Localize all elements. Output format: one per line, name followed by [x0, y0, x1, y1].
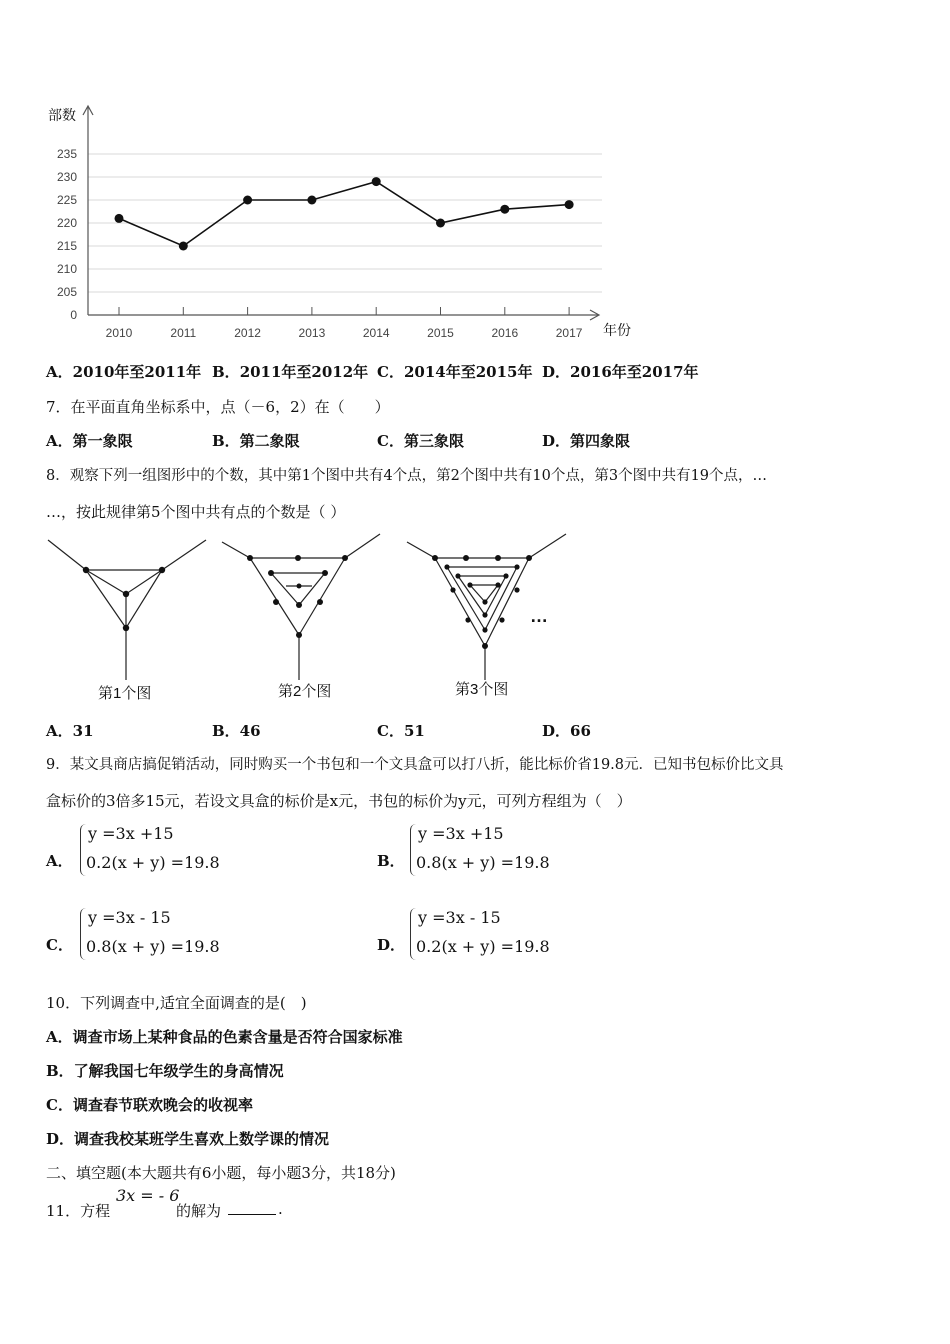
chart-axes: [83, 106, 599, 320]
q6-option-c-label: C．: [377, 363, 404, 381]
y-axis-label: 部数: [48, 107, 76, 123]
q6-option-c[interactable]: [377, 361, 532, 382]
x-tick-labels: [106, 307, 583, 340]
data-point-2012: [243, 196, 252, 205]
q7-stem: 7．在平面直角坐标系中，点（－6，2）在（ ）: [46, 398, 390, 416]
y-tick-label: 205: [56, 285, 77, 299]
q8-figure-1: [48, 540, 206, 680]
y-tick-label: 220: [56, 216, 77, 230]
y-tick-label: 225: [56, 193, 77, 207]
x-tick-label: 2017: [555, 326, 583, 340]
q8-figure-2-dots: [247, 555, 348, 638]
x-tick-label: 2015: [427, 326, 454, 340]
q8-option-a[interactable]: A．31: [46, 722, 94, 740]
y-tick-label: 215: [56, 239, 77, 253]
q10-option-c[interactable]: C．调查春节联欢晚会的收视率: [46, 1096, 253, 1114]
q9-option-b-eq1: y =3x +15: [418, 824, 504, 843]
q6-option-a-label: A．: [46, 363, 73, 381]
q11-end: .: [278, 1200, 283, 1218]
q11-suffix: 的解为: [176, 1202, 222, 1220]
q8-figure-1-label: 第1个图: [98, 685, 152, 702]
q6-option-d-label: D．: [542, 363, 571, 381]
q9-option-a-eq1: y =3x +15: [88, 824, 174, 843]
q8-figure-2-label: 第2个图: [278, 683, 332, 700]
q10-option-d[interactable]: D．调查我校某班学生喜欢上数学课的情况: [46, 1130, 330, 1148]
q8-option-c[interactable]: C．51: [377, 722, 425, 740]
q9-stem-line2: 盒标价的3倍多15元，若设文具盒的标价是x元，书包的标价为y元，可列方程组为（ ）: [46, 792, 632, 810]
q8-stem-line2: …，按此规律第5个图中共有点的个数是（ ）: [46, 503, 346, 521]
q6-option-d[interactable]: [542, 361, 699, 382]
data-point-2015: [436, 219, 445, 228]
q9-option-c-eq2: 0.8(x + y) =19.8: [86, 937, 220, 956]
q10-option-b[interactable]: B．了解我国七年级学生的身高情况: [46, 1062, 284, 1080]
x-tick-label: 2013: [298, 326, 326, 340]
q10-stem: 10．下列调查中,适宜全面调查的是( ): [46, 994, 307, 1012]
y-tick-label: 210: [56, 262, 77, 276]
data-point-2011: [179, 242, 188, 251]
data-point-2014: [372, 177, 381, 186]
q8-stem-line1: 8．观察下列一组图形中的个数，其中第1个图中共有4个点，第2个图中共有10个点，第3个图中共有19个点，…: [46, 468, 768, 484]
q9-option-c-label[interactable]: C．: [46, 936, 73, 954]
q9-option-d-eq1: y =3x - 15: [418, 908, 501, 927]
q6-option-d-text: 2016年至2017年: [570, 363, 699, 381]
data-point-2017: [565, 200, 574, 209]
q9-option-b-label[interactable]: B．: [377, 852, 405, 870]
data-point-2013: [307, 196, 316, 205]
series-points: [115, 177, 574, 250]
q11-answer-blank[interactable]: [228, 1200, 276, 1219]
q11-equation: 3x = - 6: [116, 1186, 180, 1205]
y-tick-label: 235: [56, 147, 77, 161]
q9-option-c-eq1: y =3x - 15: [88, 908, 171, 927]
x-axis-label: 年份: [603, 322, 631, 338]
q11-prefix: 11．方程: [46, 1202, 111, 1220]
x-tick-label: 2010: [105, 326, 133, 340]
q9-stem-line1: 9．某文具商店搞促销活动，同时购买一个书包和一个文具盒可以打八折，能比标价省19.8元．已知书包标价比文具: [46, 757, 784, 773]
q6-option-a-text: 2010年至2011年: [72, 363, 202, 381]
chart-gridlines: [88, 154, 602, 292]
y-tick-label: 230: [56, 170, 77, 184]
y-tick-label: 0: [70, 308, 77, 322]
x-tick-label: 2016: [491, 326, 519, 340]
line-chart: [0, 95, 660, 350]
q9-option-d-eq2: 0.2(x + y) =19.8: [416, 937, 550, 956]
q8-option-d[interactable]: D．66: [542, 722, 591, 740]
q7-option-d[interactable]: D．第四象限: [542, 432, 631, 450]
q9-option-d-label[interactable]: D．: [377, 936, 406, 954]
q6-option-a[interactable]: [46, 361, 201, 382]
q8-option-b[interactable]: B．46: [212, 722, 261, 740]
y-tick-labels: [57, 147, 77, 322]
q7-option-c[interactable]: C．第三象限: [377, 432, 464, 450]
q7-option-b[interactable]: B．第二象限: [212, 432, 300, 450]
q10-option-a[interactable]: A．调查市场上某种食品的色素含量是否符合国家标准: [46, 1028, 403, 1046]
x-tick-label: 2014: [362, 326, 390, 340]
data-point-2010: [115, 214, 124, 223]
x-tick-label: 2012: [234, 326, 261, 340]
q6-option-c-text: 2014年至2015年: [403, 363, 533, 381]
x-tick-label: 2011: [170, 326, 197, 340]
q9-option-a-label[interactable]: A．: [46, 852, 73, 870]
q8-figures: [40, 530, 600, 710]
q8-figure-3-dots: [432, 555, 532, 649]
q6-option-b-label: B．: [212, 363, 240, 381]
section-2-title: 二、填空题(本大题共有6小题，每小题3分，共18分): [46, 1164, 396, 1182]
data-point-2016: [500, 205, 509, 214]
q9-option-a-eq2: 0.2(x + y) =19.8: [86, 853, 220, 872]
q7-option-a[interactable]: A．第一象限: [46, 432, 133, 450]
q8-ellipsis: …: [530, 606, 548, 626]
q6-option-b-text: 2011年至2012年: [239, 363, 369, 381]
q9-option-b-eq2: 0.8(x + y) =19.8: [416, 853, 550, 872]
q6-option-b[interactable]: [212, 361, 368, 382]
q8-figure-3-label: 第3个图: [455, 681, 509, 698]
series-line: [119, 182, 569, 246]
